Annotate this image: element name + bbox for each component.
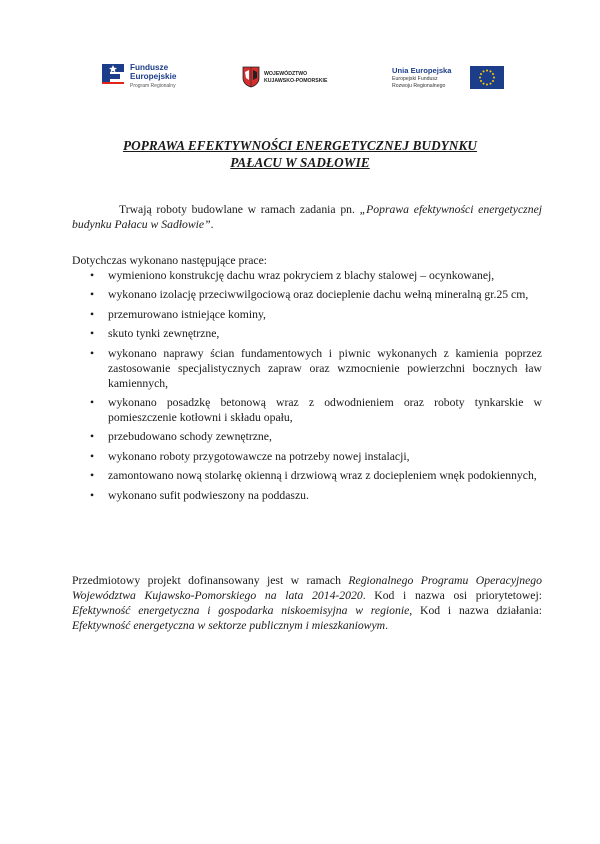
program-regionalny-label: Program Regionalny	[130, 83, 176, 89]
kujawsko-pomorskie-label: KUJAWSKO-POMORSKIE	[264, 78, 328, 84]
intro-paragraph	[72, 202, 542, 232]
list-item: • wykonano roboty przygotowawcze na potrzeby nowej instalacji,	[72, 449, 542, 464]
fundusze-europejskie-logo	[100, 56, 210, 96]
list-item: • skuto tynki zewnętrzne,	[72, 326, 542, 341]
europejskie-label: Europejskie	[130, 72, 177, 81]
eu-flag-icon	[470, 66, 504, 89]
list-item: • wykonano sufit podwieszony na poddaszu.	[72, 488, 542, 503]
unia-europejska-label: Unia Europejska	[392, 66, 452, 75]
coat-of-arms-icon	[242, 66, 260, 88]
page-title	[70, 137, 530, 171]
task-name: „Poprawa efektywności energetycznej budynku Pałacu w Sadłowie”	[72, 203, 542, 231]
fundusze-europejskie-mark-icon	[102, 62, 126, 86]
list-item: • przemurowano istniejące kominy,	[72, 307, 542, 322]
funding-text-4: .	[385, 619, 389, 632]
intro-text: Trwają roboty budowlane w ramach zadania pn.	[119, 203, 360, 216]
title-line-2: PAŁACU W SADŁOWIE	[230, 155, 370, 170]
funding-text-3: , Kod i nazwa działania:	[409, 604, 542, 617]
list-item: • wymieniono konstrukcję dachu wraz pokryciem z blachy stalowej – ocynkowanej,	[72, 268, 542, 283]
action-name: Efektywność energetyczna w sektorze publicznym i mieszkaniowym	[72, 619, 386, 632]
list-item: • wykonano posadzkę betonową wraz z odwodnieniem oraz roboty tynkarskie w pomieszczenie kotłowni i składu opału,	[72, 395, 542, 425]
works-list	[72, 268, 542, 507]
list-item: • zamontowano nową stolarkę okienną i drzwiową wraz z dociepleniem wnęk podokiennych,	[72, 468, 542, 483]
fundusze-label: Fundusze	[130, 63, 169, 72]
funding-paragraph	[72, 573, 542, 633]
list-item: • wykonano izolację przeciwwilgociową oraz docieplenie dachu wełną mineralną gr.25 cm,	[72, 287, 542, 302]
priority-axis-name: Efektywność energetyczna i gospodarka niskoemisyjna w regionie	[72, 604, 410, 617]
funding-text-1: Przedmiotowy projekt dofinansowany jest w ramach	[72, 574, 349, 587]
title-line-1: POPRAWA EFEKTYWNOŚCI ENERGETYCZNEJ BUDYNKU	[122, 138, 478, 153]
wojewodztwo-logo	[242, 56, 352, 96]
unia-europejska-logo	[392, 56, 512, 96]
list-item: • przebudowano schody zewnętrzne,	[72, 429, 542, 444]
europejski-fundusz-label: Europejski Fundusz	[392, 76, 438, 82]
logo-bar	[100, 56, 510, 96]
intro-end: .	[210, 218, 214, 231]
wojewodztwo-label: WOJEWÓDZTWO	[264, 71, 308, 77]
funding-text-2: . Kod i nazwa osi priorytetowej:	[362, 589, 542, 602]
program-name: Regionalnego Programu Operacyjnego Województwa Kujawsko-Pomorskiego na lata 2014-2020	[72, 574, 542, 602]
rozwoju-regionalnego-label: Rozwoju Regionalnego	[392, 83, 446, 89]
list-item: • wykonano naprawy ścian fundamentowych i piwnic wykonanych z kamienia poprzez zastosowanie specjalistycznych zapraw oraz wzmocnienie powierzchni bocznych ław kamiennych,	[72, 346, 542, 391]
works-lead: Dotychczas wykonano następujące prace:	[72, 254, 268, 267]
